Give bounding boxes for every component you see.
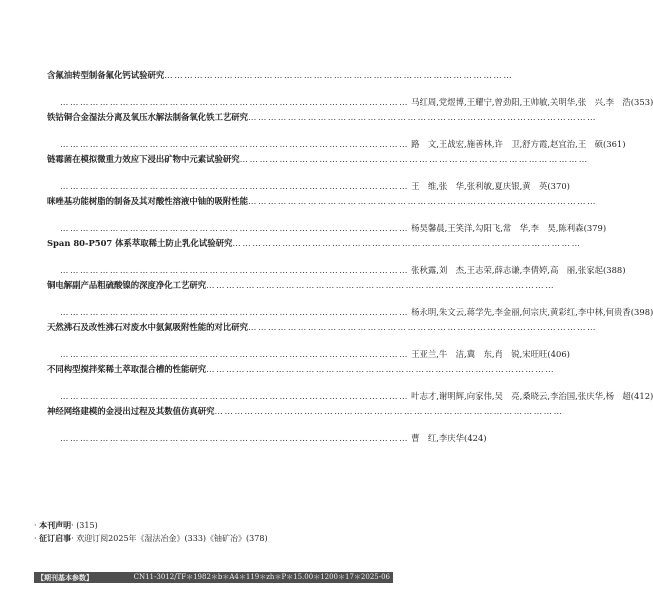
notes-section xyxy=(34,519,394,545)
toc-authors: 杨永明,朱文云,蒋学先,李金丽,何宗庆,黄彩红,李中林,何贵香 xyxy=(411,307,631,317)
toc-page-number: (370) xyxy=(547,181,570,191)
toc-title-text: 不同构型搅拌桨稀土萃取混合槽的性能研究 xyxy=(47,364,207,374)
toc-authors: 曹 红,李庆华 xyxy=(411,433,465,443)
toc-title-text: 含氟油转型制备氟化钙试验研究 xyxy=(47,70,165,80)
toc-entry-authors-line xyxy=(60,432,487,444)
toc-page-number: (424) xyxy=(464,433,487,443)
leader-dots: …………………………………………………………………………………………… xyxy=(248,196,598,206)
leader-dots: …………………………………………………………………………………………… xyxy=(164,70,514,80)
toc-entry-title xyxy=(47,237,582,249)
toc-entry-authors-line xyxy=(60,306,653,318)
toc-title-text: 铁钴铜合金湿法分离及氧压水解法制备氧化铁工艺研究 xyxy=(47,112,248,122)
toc-title-text: 铜电解副产品粗硫酸镍的深度净化工艺研究 xyxy=(47,280,207,290)
leader-dots: …………………………………………………………………………………………… xyxy=(60,181,410,191)
toc-entry-authors-line xyxy=(60,96,653,108)
toc-page-number: (398) xyxy=(630,307,653,317)
leader-dots: …………………………………………………………………………………………… xyxy=(60,391,410,401)
toc-page-number: (388) xyxy=(602,265,626,275)
note-statement: · 本刊声明· (315) xyxy=(34,520,98,530)
note-label: 本刊声明 xyxy=(39,520,72,530)
toc-authors: 王 维,张 华,张利敏,夏庆银,黄 英 xyxy=(411,181,548,191)
toc-entry-title xyxy=(47,195,598,207)
note-label: 征订启事 xyxy=(39,533,72,543)
toc-entry-title xyxy=(47,279,556,291)
leader-dots: …………………………………………………………………………………………… xyxy=(60,223,410,233)
toc-entry-authors-line xyxy=(60,222,607,234)
toc-title-text: 链霉菌在模拟微重力效应下浸出矿物中元素试验研究 xyxy=(47,154,240,164)
leader-dots: …………………………………………………………………………………………… xyxy=(60,265,410,275)
toc-entry-title xyxy=(47,69,514,81)
toc-title-text: Span 80-P507 体系萃取稀土防止乳化试验研究 xyxy=(47,238,233,248)
leader-dots: …………………………………………………………………………………………… xyxy=(60,433,410,443)
leader-dots: …………………………………………………………………………………………… xyxy=(60,307,410,317)
note-text: 欢迎订阅2025年《湿法冶金》(333)《铀矿冶》(378) xyxy=(76,534,268,543)
toc-authors: 马红周,党煜博,王耀宁,曾劲阳,王帅敏,关明华,张 兴,李 浩 xyxy=(411,97,631,107)
leader-dots: …………………………………………………………………………………………… xyxy=(60,97,410,107)
toc-authors: 叶志才,谢明辉,向家伟,吴 亮,桑晓云,李治国,张庆华,杨 超 xyxy=(411,391,631,401)
toc-page-number: (379) xyxy=(583,223,607,233)
toc-title-text: 咪唑基功能树脂的制备及其对酸性溶液中铀的吸附性能 xyxy=(47,196,248,206)
leader-dots: …………………………………………………………………………………………… xyxy=(60,349,410,359)
toc-entry-authors-line xyxy=(60,348,570,360)
toc-entry-authors-line xyxy=(60,138,626,150)
leader-dots: …………………………………………………………………………………………… xyxy=(232,238,582,248)
note-subscription: · 征订启事· 欢迎订阅2025年《湿法冶金》(333)《铀矿冶》(378) xyxy=(34,533,268,543)
toc-authors: 张秋露,刘 杰,王志荣,薛志谦,李倩婷,高 丽,张家起 xyxy=(411,265,603,275)
toc-entry-title xyxy=(47,111,598,123)
toc-page-number: (353) xyxy=(630,97,653,107)
toc-entry-authors-line xyxy=(60,180,570,192)
note-pages: (315) xyxy=(76,521,98,530)
leader-dots: …………………………………………………………………………………………… xyxy=(206,280,556,290)
toc-entry-authors-line xyxy=(60,390,653,402)
leader-dots: …………………………………………………………………………………………… xyxy=(248,322,598,332)
leader-dots: …………………………………………………………………………………………… xyxy=(214,406,564,416)
toc-authors: 路 文,王战宏,施善林,许 卫,舒方霞,赵宜治,王 硕 xyxy=(411,139,603,149)
journal-parameters-code: CN11-3012/TF＊1982＊b＊A4＊119＊zh＊P＊15.00＊1200＊17＊2025-06 xyxy=(133,573,390,581)
toc-authors: 杨昊馨晨,王笑洋,勾阳飞,常 华,李 昊,陈利森 xyxy=(411,223,584,233)
toc-entry-title xyxy=(47,405,564,417)
toc-title-text: 神经网络建模的金浸出过程及其数值仿真研究 xyxy=(47,406,215,416)
toc-page-number: (406) xyxy=(547,349,570,359)
toc-entry-authors-line xyxy=(60,264,626,276)
leader-dots: …………………………………………………………………………………………… xyxy=(60,139,410,149)
toc-page-number: (361) xyxy=(602,139,626,149)
toc-entry-title xyxy=(47,153,589,165)
journal-parameters-label: 【期刊基本参数】 xyxy=(37,573,93,582)
leader-dots: …………………………………………………………………………………………… xyxy=(206,364,556,374)
toc-page-number: (412) xyxy=(630,391,653,401)
toc-entry-title xyxy=(47,321,598,333)
toc-title-text: 天然沸石及改性沸石对废水中氨氮吸附性能的对比研究 xyxy=(47,322,248,332)
leader-dots: …………………………………………………………………………………………… xyxy=(239,154,589,164)
toc-entry-title xyxy=(47,363,556,375)
leader-dots: …………………………………………………………………………………………… xyxy=(248,112,598,122)
toc-authors: 王亚兰,牛 洁,冀 东,肖 锐,宋旺旺 xyxy=(411,349,548,359)
journal-parameters-bar xyxy=(34,572,393,583)
